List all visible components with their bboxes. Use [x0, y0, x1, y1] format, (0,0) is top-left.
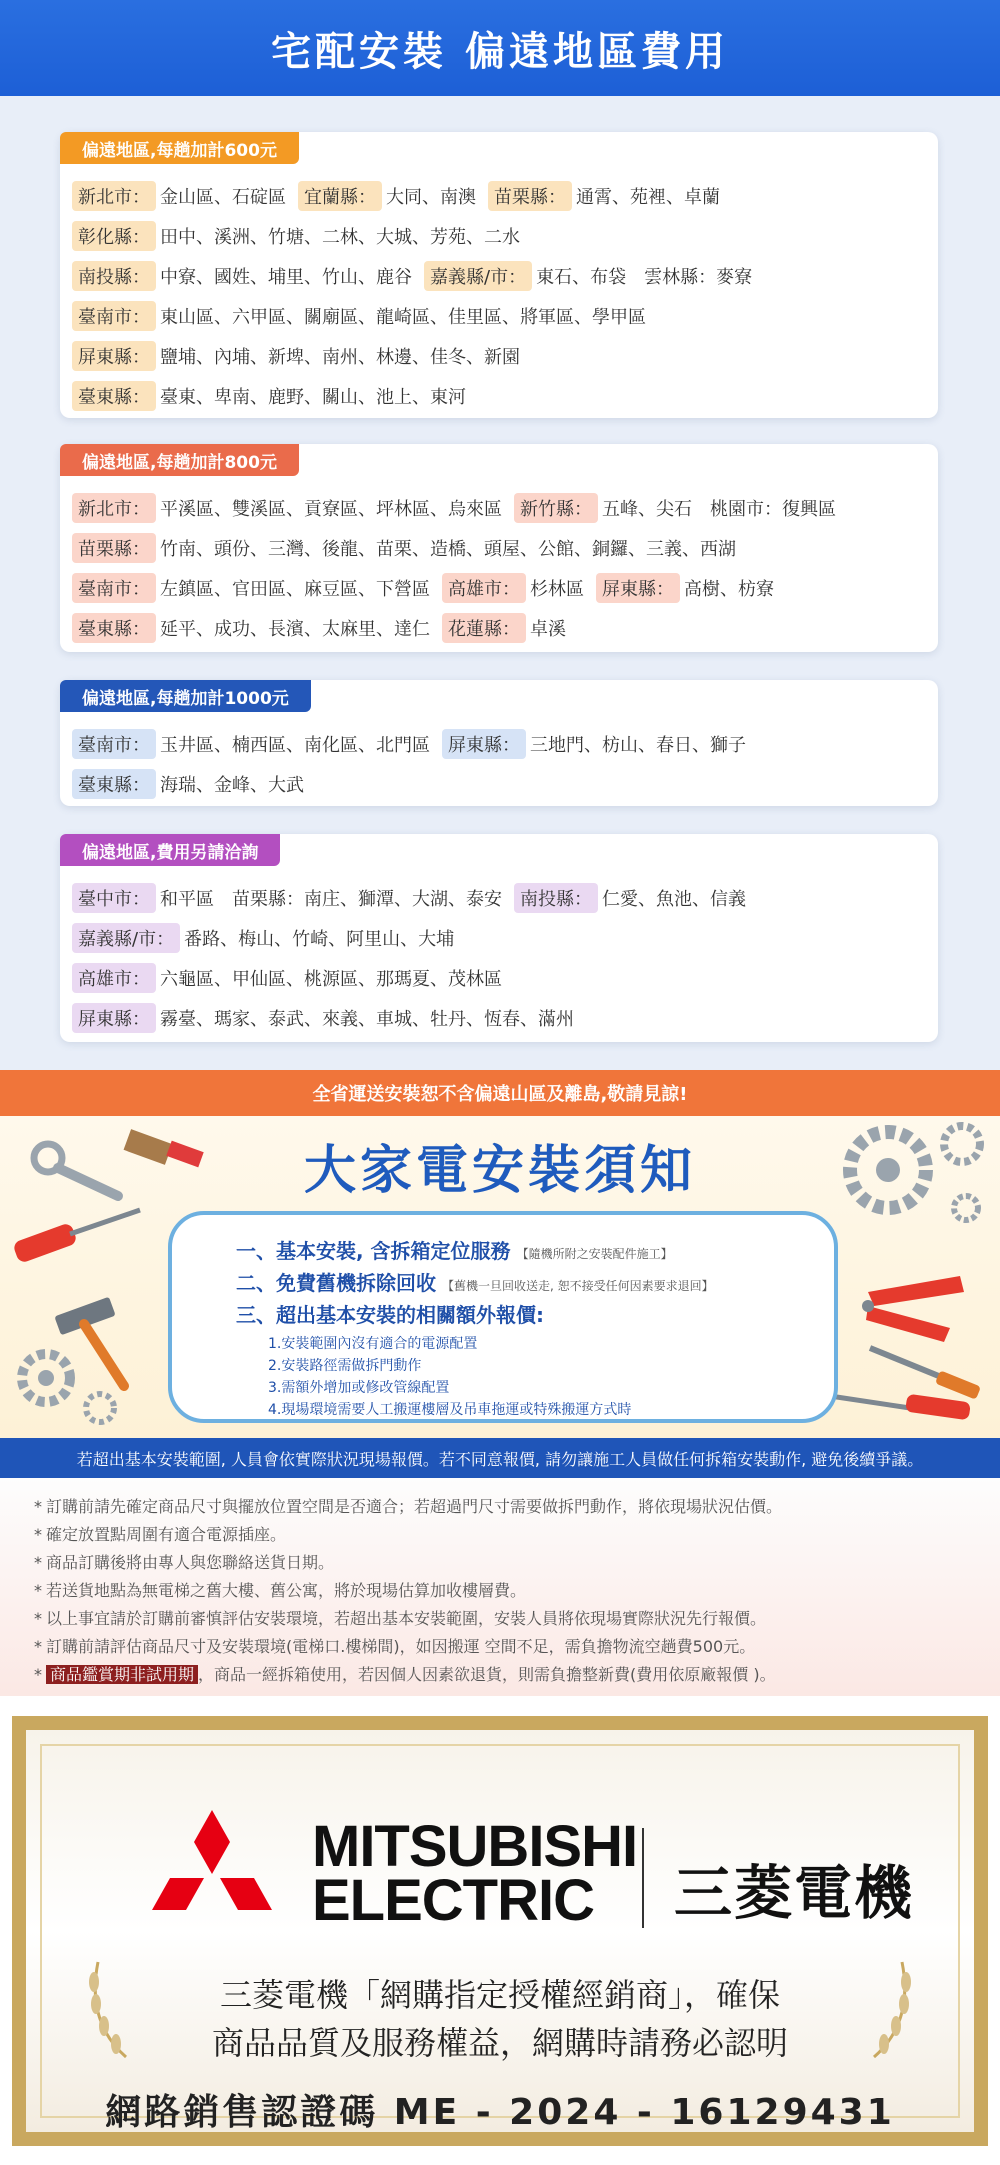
brand-name-en — [312, 1814, 638, 1933]
area-list: 和平區 苗栗縣：南庄、獅潭、大湖、泰安 — [160, 889, 502, 910]
star-icon: * — [34, 1497, 42, 1516]
area-segment — [596, 573, 774, 603]
screwdriver-icon — [830, 1394, 971, 1421]
county-label: 臺東縣： — [72, 613, 156, 643]
area-row — [72, 958, 926, 998]
term-item — [34, 1494, 782, 1517]
area-row — [72, 998, 926, 1038]
area-segment — [72, 341, 520, 371]
star-icon: * — [34, 1581, 42, 1600]
county-label: 屏東縣： — [596, 573, 680, 603]
county-label: 臺東縣： — [72, 381, 156, 411]
term-item — [34, 1662, 776, 1685]
county-label: 屏東縣： — [72, 341, 156, 371]
remote-1000-card — [60, 680, 938, 806]
county-label: 彰化縣： — [72, 221, 156, 251]
area-segment — [442, 573, 584, 603]
area-row — [72, 608, 926, 648]
area-segment — [72, 963, 502, 993]
area-segment — [72, 573, 430, 603]
area-list: 海瑞、金峰、大武 — [160, 775, 304, 796]
install-sub-2: 2.安裝路徑需做拆門動作 — [268, 1358, 422, 1374]
term-text: ，商品一經拆箱使用，若因個人因素欲退貨，則需負擔整新費(費用依原廠報價 )。 — [198, 1665, 776, 1684]
area-list: 金山區、石碇區 — [160, 187, 286, 208]
term-text: 商品訂購後將由專人與您聯絡送貨日期。 — [46, 1553, 335, 1572]
brand-divider — [642, 1828, 644, 1928]
terms-section — [0, 1478, 1000, 1696]
install-notice-box — [168, 1211, 838, 1423]
area-row — [72, 376, 926, 416]
install-sub-3: 3.需額外增加或修改管線配置 — [268, 1380, 450, 1396]
area-list: 竹南、頭份、三灣、後龍、苗栗、造橋、頭屋、公館、銅鑼、三義、西湖 — [160, 539, 736, 560]
county-label: 高雄市： — [442, 573, 526, 603]
term-highlight: 商品鑑賞期非試用期 — [46, 1665, 198, 1684]
area-row — [72, 568, 926, 608]
area-list: 鹽埔、內埔、新埤、南州、林邊、佳冬、新園 — [160, 347, 520, 368]
install-notice-title: 大家電安裝須知 — [303, 1141, 696, 1201]
install-item-3: 三、超出基本安裝的相關額外報價: — [236, 1303, 544, 1327]
mitsubishi-logo-icon — [142, 1810, 282, 1940]
term-item — [34, 1550, 334, 1573]
remote-600-tag: 偏遠地區,每趟加計600元 — [60, 132, 299, 164]
area-list: 左鎮區、官田區、麻豆區、下營區 — [160, 579, 430, 600]
county-label: 嘉義縣/市： — [424, 261, 532, 291]
area-row — [72, 528, 926, 568]
area-segment — [72, 729, 430, 759]
area-list: 大同、南澳 — [386, 187, 476, 208]
remote-600-card — [60, 132, 938, 418]
area-row — [72, 336, 926, 376]
brand-name-cn: 三菱電機 — [674, 1859, 915, 1927]
county-label: 南投縣： — [514, 883, 598, 913]
area-row — [72, 724, 926, 764]
install-sub-4: 4.現場環境需要人工搬運樓層及吊車拖運或特殊搬運方式時 — [268, 1402, 632, 1418]
area-segment — [72, 769, 304, 799]
authorized-dealer-line-2: 商品品質及服務權益，網購時請務必認明 — [211, 2024, 788, 2062]
county-label: 新竹縣： — [514, 493, 598, 523]
brand-name-en-1: MITSUBISHI — [312, 1814, 638, 1879]
quote-notice-bar: 若超出基本安裝範圍, 人員會依實際狀況現場報價。若不同意報價, 請勿讓施工人員做任何拆箱安裝動作, 避免後續爭議。 — [0, 1438, 1000, 1478]
county-label: 宜蘭縣： — [298, 181, 382, 211]
county-label: 屏東縣： — [72, 1003, 156, 1033]
install-item-2 — [236, 1267, 714, 1296]
area-row — [72, 878, 926, 918]
county-label: 新北市： — [72, 181, 156, 211]
area-list: 杉林區 — [530, 579, 584, 600]
area-segment — [72, 493, 502, 523]
page-title: 宅配安裝 偏遠地區費用 — [271, 28, 729, 75]
area-list: 三地門、枋山、春日、獅子 — [530, 735, 746, 756]
area-list: 卓溪 — [530, 619, 566, 640]
star-icon: * — [34, 1665, 42, 1684]
area-row — [72, 488, 926, 528]
remote-1000-rows — [72, 724, 926, 804]
star-icon: * — [34, 1609, 42, 1628]
area-segment — [72, 533, 736, 563]
area-segment — [72, 883, 502, 913]
county-label: 嘉義縣/市： — [72, 923, 180, 953]
area-list: 高樹、枋寮 — [684, 579, 774, 600]
install-sub-1: 1.安裝範圍內沒有適合的電源配置 — [268, 1336, 478, 1352]
area-segment — [442, 613, 566, 643]
area-list: 通霄、苑裡、卓蘭 — [576, 187, 720, 208]
area-row — [72, 764, 926, 804]
star-icon: * — [34, 1553, 42, 1572]
area-list: 六龜區、甲仙區、桃源區、那瑪夏、茂林區 — [160, 969, 502, 990]
county-label: 臺南市： — [72, 301, 156, 331]
area-segment — [442, 729, 746, 759]
term-text: 確定放置點周圍有適合電源插座。 — [46, 1525, 287, 1544]
term-item — [34, 1634, 755, 1657]
area-segment — [72, 1003, 574, 1033]
area-segment — [424, 261, 752, 291]
brand-section — [0, 1696, 1000, 2165]
brand-name-en-2: ELECTRIC — [312, 1868, 594, 1933]
county-label: 臺南市： — [72, 729, 156, 759]
area-list: 仁愛、魚池、信義 — [602, 889, 746, 910]
county-label: 新北市： — [72, 493, 156, 523]
county-label: 苗栗縣： — [72, 533, 156, 563]
remote-800-card — [60, 444, 938, 652]
area-segment — [72, 221, 520, 251]
star-icon: * — [34, 1525, 42, 1544]
term-item — [34, 1578, 526, 1601]
county-label: 南投縣： — [72, 261, 156, 291]
remote-800-rows — [72, 488, 926, 648]
star-icon: * — [34, 1637, 42, 1656]
term-text: 訂購前請先確定商品尺寸與擺放位置空間是否適合；若超過門尺寸需要做拆門動作，將依現場狀況估價。 — [46, 1497, 783, 1516]
remote-areas-section — [0, 96, 1000, 1070]
area-list: 霧臺、瑪家、泰武、來義、車城、牡丹、恆春、滿州 — [160, 1009, 574, 1030]
area-row — [72, 296, 926, 336]
area-list: 玉井區、楠西區、南化區、北門區 — [160, 735, 430, 756]
remote-800-tag: 偏遠地區,每趟加計800元 — [60, 444, 299, 476]
remote-exclusion-notice: 全省運送安裝恕不含偏遠山區及離島,敬請見諒! — [0, 1070, 1000, 1116]
area-segment — [72, 923, 454, 953]
file-tool-icon — [870, 1348, 981, 1400]
install-notice-section — [0, 1116, 1000, 1438]
remote-1000-tag: 偏遠地區,每趟加計1000元 — [60, 680, 311, 712]
county-label: 臺中市： — [72, 883, 156, 913]
term-item — [34, 1606, 766, 1629]
area-segment — [514, 883, 746, 913]
area-list: 番路、梅山、竹崎、阿里山、大埔 — [184, 929, 455, 950]
gear-icon — [22, 1354, 114, 1422]
remote-quote-tag: 偏遠地區,費用另請洽詢 — [60, 834, 280, 866]
term-text: 若送貨地點為無電梯之舊大樓、舊公寓，將於現場估算加收樓層費。 — [46, 1581, 527, 1600]
area-row — [72, 918, 926, 958]
area-list: 臺東、卑南、鹿野、關山、池上、東河 — [160, 387, 466, 408]
area-list: 平溪區、雙溪區、貢寮區、坪林區、烏來區 — [160, 499, 502, 520]
area-list: 東石、布袋 雲林縣：麥寮 — [536, 267, 753, 288]
term-item — [34, 1522, 286, 1545]
area-segment — [72, 261, 412, 291]
install-item-2-note: 【舊機一旦回收送走, 恕不接受任何因素要求退回】 — [442, 1279, 714, 1293]
area-segment — [72, 381, 466, 411]
pliers-icon — [862, 1276, 964, 1342]
area-list: 田中、溪洲、竹塘、二林、大城、芳苑、二水 — [160, 227, 520, 248]
area-list: 延平、成功、長濱、太麻里、達仁 — [160, 619, 430, 640]
county-label: 屏東縣： — [442, 729, 526, 759]
install-item-1-text: 一、基本安裝, 含拆箱定位服務 — [236, 1239, 511, 1263]
area-row — [72, 216, 926, 256]
install-item-1 — [236, 1235, 673, 1264]
county-label: 高雄市： — [72, 963, 156, 993]
screwdriver-icon — [12, 1210, 140, 1264]
area-list: 五峰、尖石 桃園市：復興區 — [602, 499, 836, 520]
county-label: 花蓮縣： — [442, 613, 526, 643]
area-list: 中寮、國姓、埔里、竹山、鹿谷 — [160, 267, 412, 288]
install-item-1-note: 【隨機所附之安裝配件施工】 — [516, 1247, 673, 1261]
county-label: 臺南市： — [72, 573, 156, 603]
area-row — [72, 176, 926, 216]
area-segment — [72, 301, 646, 331]
header-banner — [0, 0, 1000, 96]
remote-quote-rows — [72, 878, 926, 1038]
brand-frame — [12, 1716, 988, 2146]
install-item-2-text: 二、免費舊機拆除回收 — [236, 1271, 436, 1295]
certification-code: 網路銷售認證碼 ME - 2024 - 16129431 — [105, 2092, 895, 2133]
area-segment — [72, 181, 286, 211]
remote-600-rows — [72, 176, 926, 416]
area-segment — [488, 181, 720, 211]
county-label: 苗栗縣： — [488, 181, 572, 211]
term-text: 訂購前請評估商品尺寸及安裝環境(電梯口.樓梯間)，如因搬運 空間不足，需負擔物流空趟費500元。 — [46, 1637, 756, 1656]
county-label: 臺東縣： — [72, 769, 156, 799]
area-segment — [72, 613, 430, 643]
remote-quote-card — [60, 834, 938, 1042]
area-segment — [298, 181, 476, 211]
authorized-dealer-line-1: 三菱電機「網購指定授權經銷商」，確保 — [219, 1976, 780, 2014]
area-row — [72, 256, 926, 296]
term-text: 以上事宜請於訂購前審慎評估安裝環境，若超出基本安裝範圍，安裝人員將依現場實際狀況先行報價。 — [46, 1609, 767, 1628]
area-list: 東山區、六甲區、關廟區、龍崎區、佳里區、將軍區、學甲區 — [160, 307, 646, 328]
area-segment — [514, 493, 836, 523]
